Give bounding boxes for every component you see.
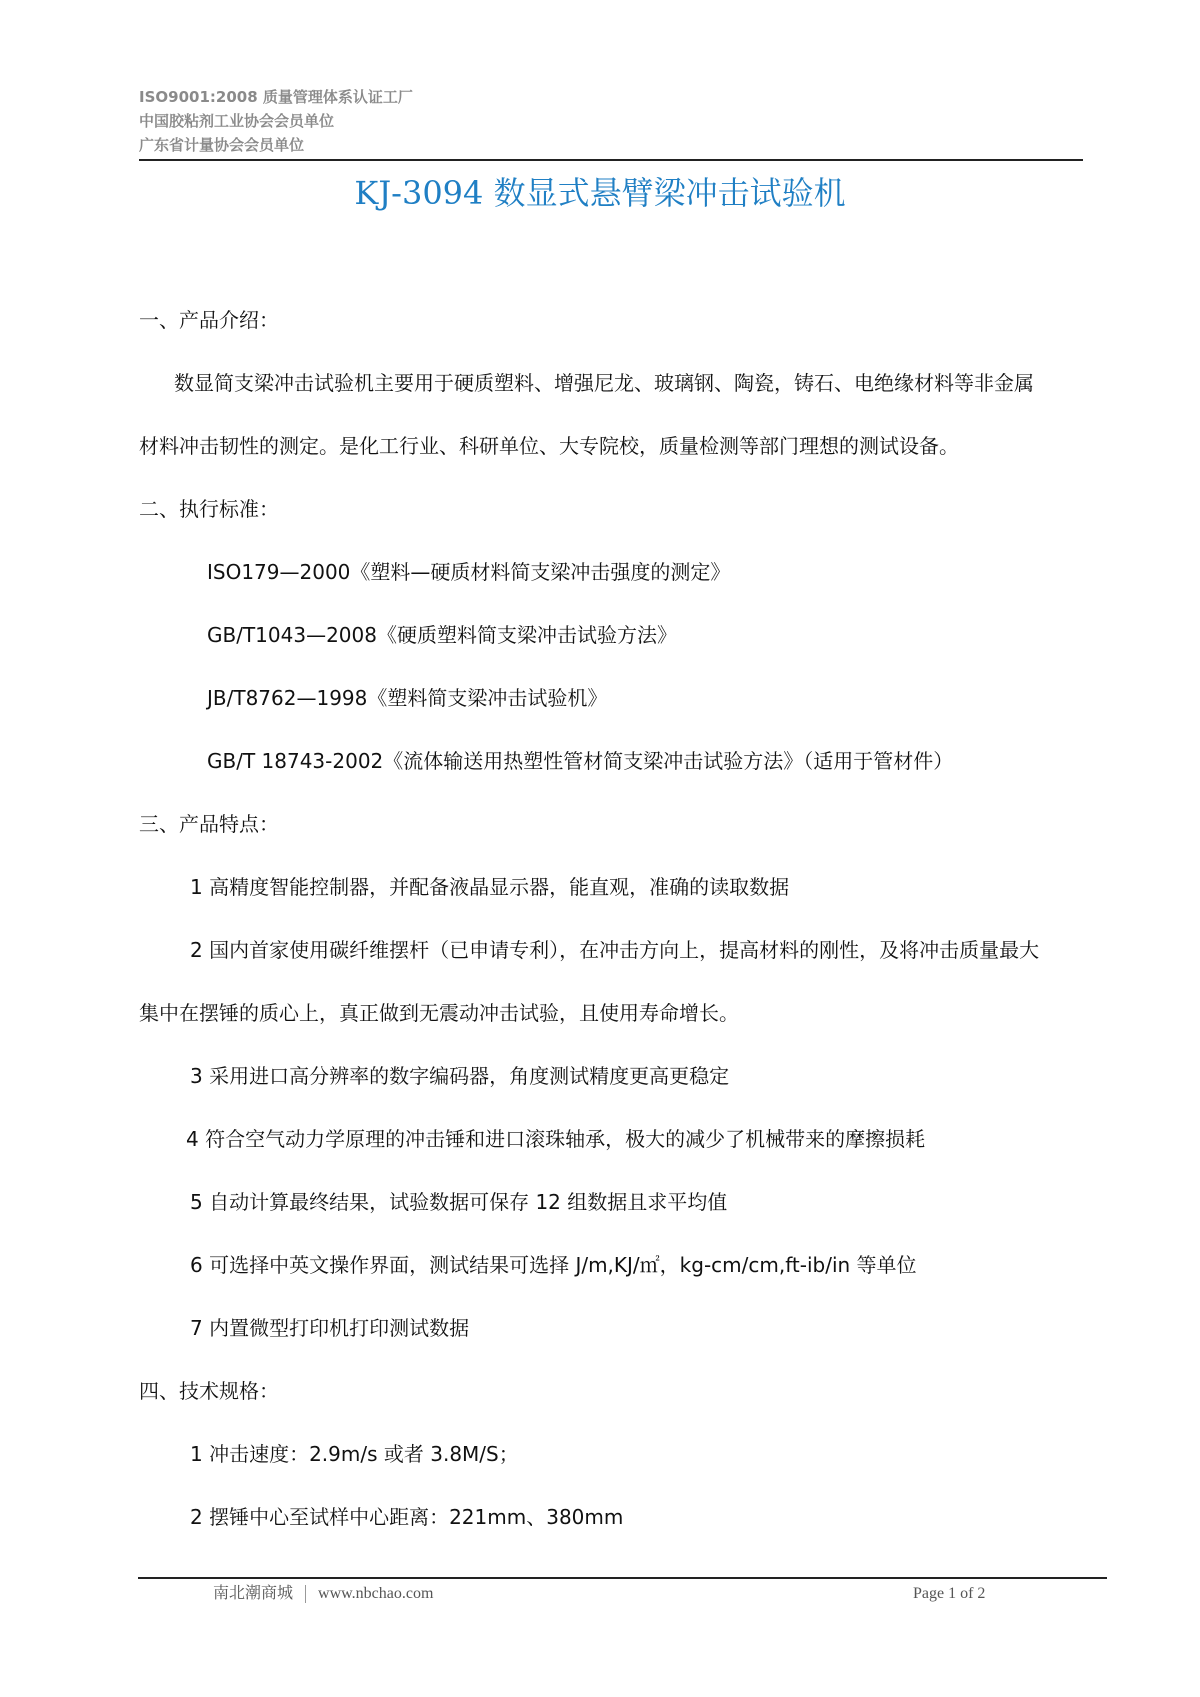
footer-divider [138,1577,1107,1579]
feature-item: 3 采用进口高分辨率的数字编码器，角度测试精度更高更稳定 [190,1064,730,1088]
header-certification: ISO9001:2008 质量管理体系认证工厂 [139,88,413,106]
footer-site [213,1583,433,1605]
section-heading-standards: 二、执行标准： [139,497,279,521]
feature-item: 4 符合空气动力学原理的冲击锤和进口滚珠轴承，极大的减少了机械带来的摩擦损耗 [186,1127,926,1151]
standard-item: GB/T 18743-2002《流体输送用热塑性管材简支梁冲击试验方法》（适用于管材件） [207,749,954,773]
intro-text-line: 数显简支梁冲击试验机主要用于硬质塑料、增强尼龙、玻璃钢、陶瓷，铸石、电绝缘材料等非金属 [174,371,1034,395]
footer-page-number: Page 1 of 2 [913,1585,986,1602]
header-divider [139,159,1083,161]
standard-item: JB/T8762—1998《塑料简支梁冲击试验机》 [207,686,608,710]
footer-separator [305,1585,306,1603]
feature-item: 5 自动计算最终结果，试验数据可保存 12 组数据且求平均值 [190,1190,728,1214]
spec-item: 2 摆锤中心至试样中心距离：221mm、380mm [190,1505,624,1529]
feature-item: 7 内置微型打印机打印测试数据 [190,1316,470,1340]
feature-item: 1 高精度智能控制器，并配备液晶显示器，能直观，准确的读取数据 [190,875,790,899]
feature-item: 6 可选择中英文操作界面，测试结果可选择 J/m,KJ/㎡，kg-cm/cm,ft-ib/in 等单位 [190,1253,917,1277]
standard-item: ISO179—2000《塑料—硬质材料简支梁冲击强度的测定》 [207,560,731,584]
standard-item: GB/T1043—2008《硬质塑料简支梁冲击试验方法》 [207,623,677,647]
footer-site-name: 南北潮商城 [213,1585,294,1602]
feature-item: 2 国内首家使用碳纤维摆杆（已申请专利），在冲击方向上，提高材料的刚性，及将冲击质量最大 [190,938,1040,962]
header-membership-2: 广东省计量协会会员单位 [139,136,305,154]
document-title: KJ-3094 数显式悬臂梁冲击试验机 [354,174,846,212]
section-heading-features: 三、产品特点： [139,812,279,836]
intro-text-line: 材料冲击韧性的测定。是化工行业、科研单位、大专院校，质量检测等部门理想的测试设备。 [139,434,959,458]
header-membership-1: 中国胶粘剂工业协会会员单位 [139,112,335,130]
spec-item: 1 冲击速度：2.9m/s 或者 3.8M/S； [190,1442,519,1466]
section-heading-specs: 四、技术规格： [139,1379,279,1403]
footer-url[interactable]: www.nbchao.com [318,1585,434,1602]
feature-item-continuation: 集中在摆锤的质心上，真正做到无震动冲击试验，且使用寿命增长。 [139,1001,739,1025]
section-heading-intro: 一、产品介绍： [139,308,279,332]
